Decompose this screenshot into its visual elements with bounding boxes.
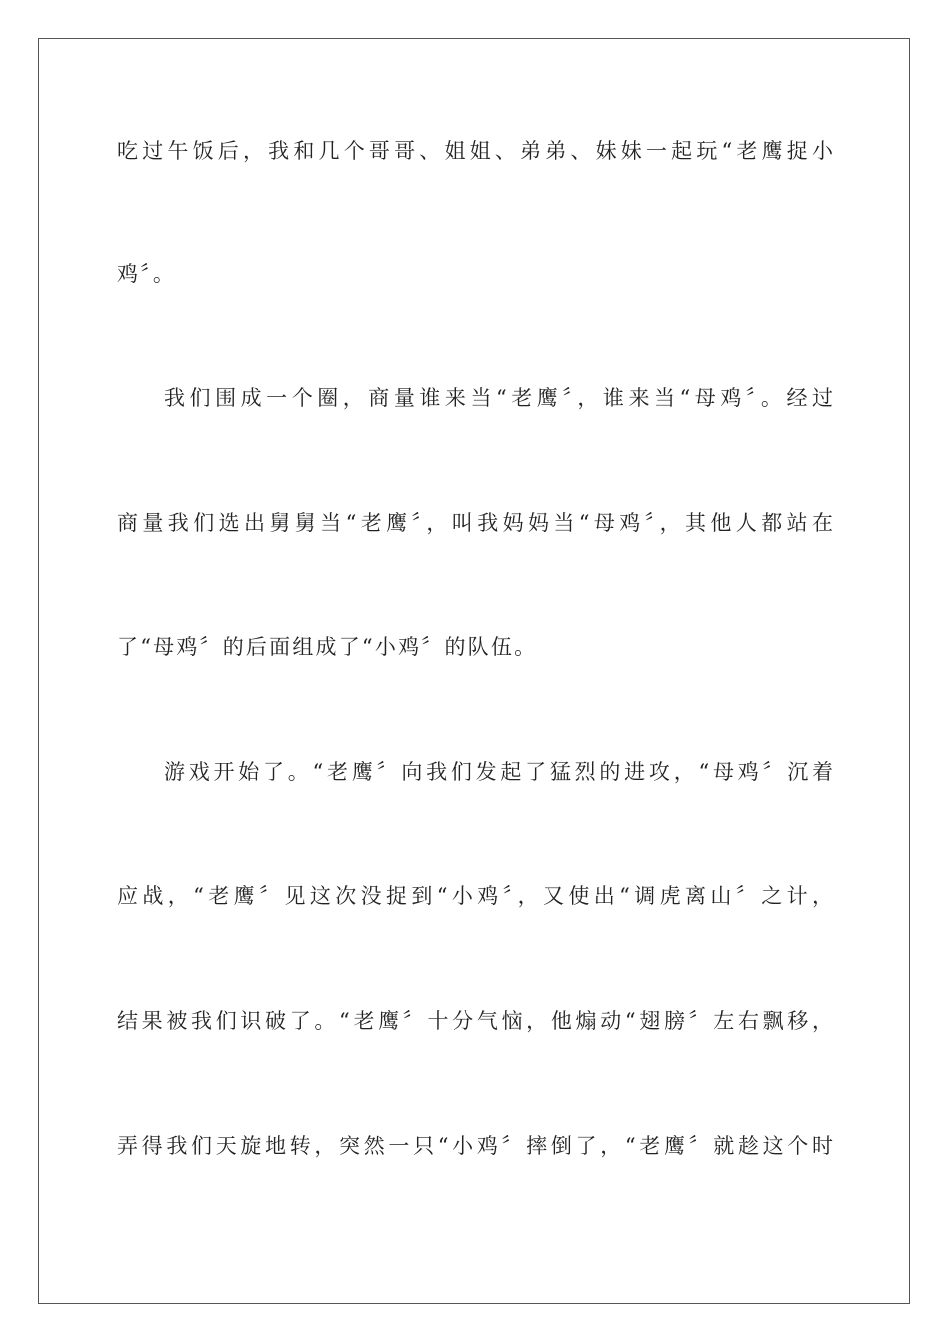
paragraph-2-line-1: 我们围成一个圈，商量谁来当“老鹰〞，谁来当“母鸡〞。经过 xyxy=(164,386,833,410)
paragraph-1-line-2: 鸡〞。 xyxy=(117,262,177,286)
paragraph-1-line-1: 吃过午饭后，我和几个哥哥、姐姐、弟弟、妹妹一起玩“老鹰捉小 xyxy=(117,139,833,163)
paragraph-2-line-2: 商量我们选出舅舅当“老鹰〞，叫我妈妈当“母鸡〞，其他人都站在 xyxy=(117,511,833,535)
paragraph-3-line-2: 应战，“老鹰〞见这次没捉到“小鸡〞，又使出“调虎离山〞之计， xyxy=(117,884,833,908)
paragraph-3-line-1: 游戏开始了。“老鹰〞向我们发起了猛烈的进攻，“母鸡〞沉着 xyxy=(164,760,833,784)
paragraph-3-line-3: 结果被我们识破了。“老鹰〞十分气恼，他煽动“翅膀〞左右飘移， xyxy=(117,1009,833,1033)
page-border xyxy=(38,38,910,1304)
paragraph-3-line-4: 弄得我们天旋地转，突然一只“小鸡〞摔倒了，“老鹰〞就趁这个时 xyxy=(117,1134,833,1158)
paragraph-2-line-3: 了“母鸡〞的后面组成了“小鸡〞的队伍。 xyxy=(117,635,538,659)
